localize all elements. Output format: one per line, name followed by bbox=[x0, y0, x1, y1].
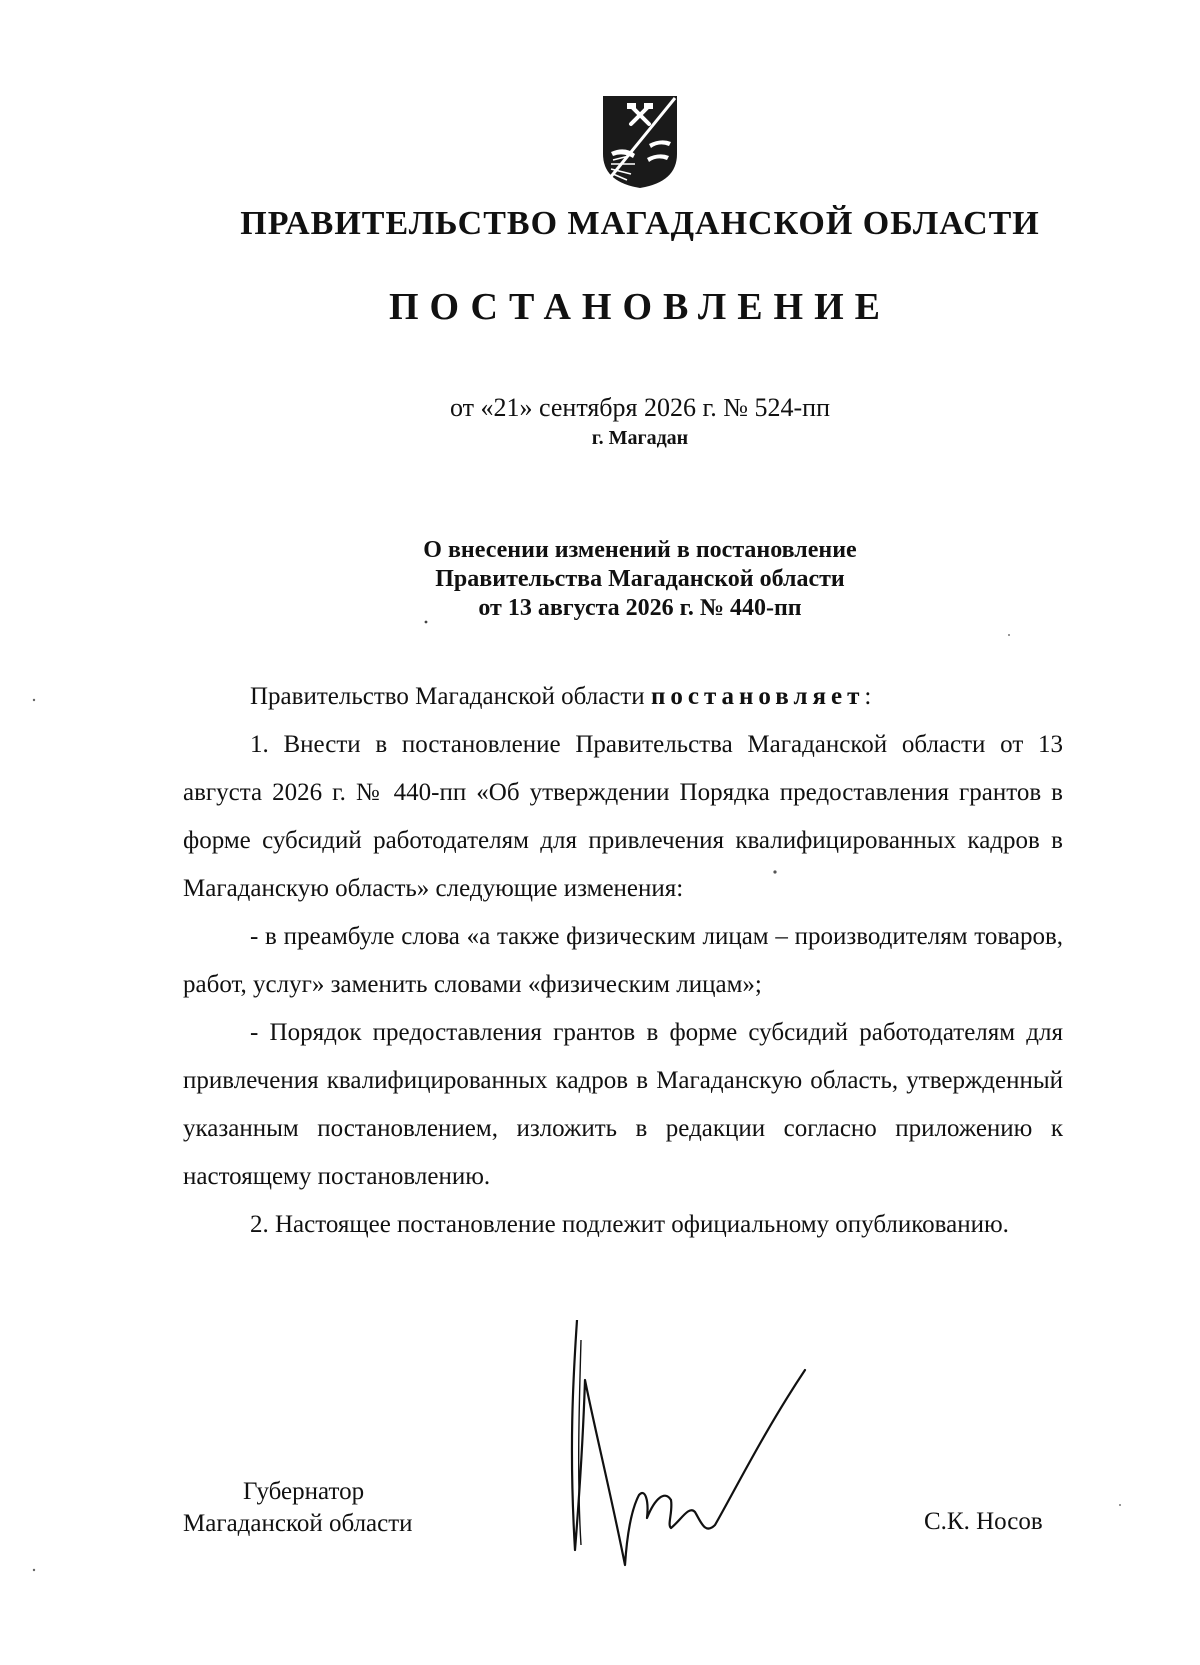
intro-colon: : bbox=[864, 683, 872, 710]
coat-of-arms-emblem bbox=[601, 94, 679, 190]
resolves-word: постановляет bbox=[650, 683, 865, 710]
subject-line: от 13 августа 2026 г. № 440-пп bbox=[478, 595, 802, 621]
intro-text: Правительство Магаданской области bbox=[250, 683, 651, 710]
subject-line: О внесении изменений в постановление bbox=[423, 537, 857, 563]
organization-title: ПРАВИТЕЛЬСТВО МАГАДАНСКОЙ ОБЛАСТИ bbox=[240, 205, 1040, 242]
subject-line: Правительства Магаданской области bbox=[435, 566, 845, 592]
paragraph-item-1: 1. Внести в постановление Правительства Магаданской области от 13 августа 2026 г. № 440-пп «Об утверждении Порядка предоставления грантов в форме субсидий работодателям для привлечения квалифицированных кадров в Магаданскую область» следующие изменения: bbox=[183, 731, 1063, 902]
signatory-position-line: Губернатор bbox=[243, 1478, 365, 1505]
document-date-number: от «21» сентября 2026 г. № 524-пп bbox=[449, 393, 831, 422]
document-body bbox=[183, 673, 1063, 1249]
paragraph-item-1-order: - Порядок предоставления грантов в форме субсидий работодателям для привлечения квалифицированных кадров в Магаданскую область, утвержденный указанным постановлением, изложить в редакции согласно приложению к настоящему постановлению. bbox=[183, 1019, 1063, 1190]
document-city: г. Магадан bbox=[591, 427, 689, 449]
signatory-name: С.К. Носов bbox=[924, 1508, 1043, 1535]
handwritten-signature bbox=[555, 1320, 815, 1570]
document-type: ПОСТАНОВЛЕНИЕ bbox=[388, 286, 892, 328]
paragraph-item-1-preamble: - в преамбуле слова «а также физическим лицам – производителям товаров, работ, услуг» заменить словами «физическим лицам»; bbox=[183, 923, 1063, 998]
signatory-position bbox=[183, 1476, 413, 1540]
paragraph-item-2: 2. Настоящее постановление подлежит официальному опубликованию. bbox=[250, 1211, 1009, 1238]
intro-paragraph bbox=[183, 673, 1063, 721]
document-subject bbox=[40, 536, 1200, 623]
signatory-position-line: Магаданской области bbox=[183, 1510, 413, 1537]
